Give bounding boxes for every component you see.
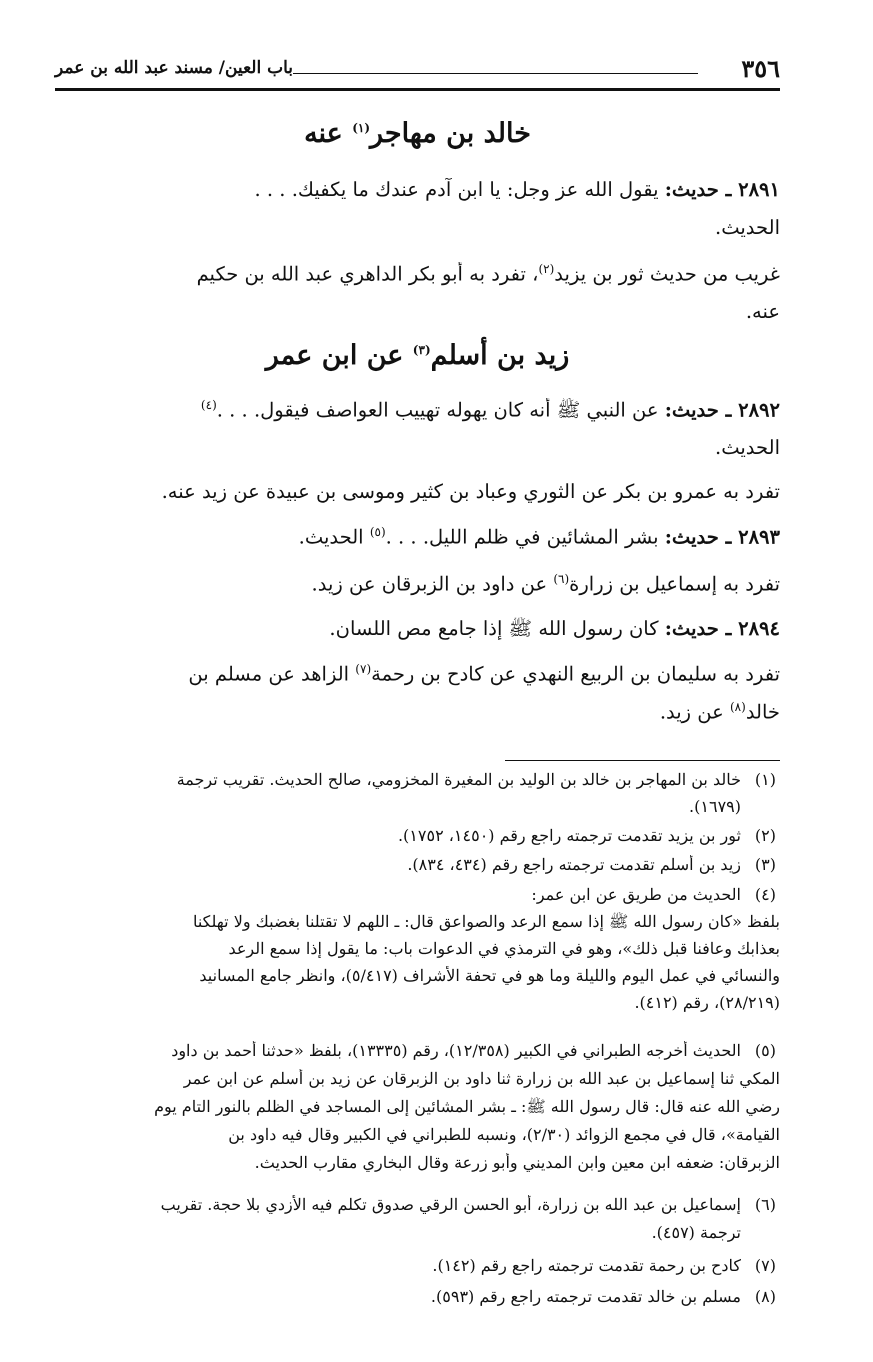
footnote-4-line: بلفظ «كان رسول الله ﷺ إذا سمع الرعد والصواعق قال: ـ اللهم لا تقتلنا بغضبك ولا تهلكنا	[192, 912, 780, 931]
header-thick-rule	[55, 88, 780, 91]
heading-tail: عن ابن عمر	[265, 340, 404, 371]
heading-name: زيد بن أسلم	[430, 340, 570, 371]
footnote-4-line: (٢٨/٢١٩)، رقم (٤١٢).	[634, 993, 780, 1012]
footnote-number: (٤)	[754, 885, 776, 904]
tafarrud-continuation	[55, 700, 780, 724]
footnote-ref: (٣)	[412, 343, 431, 357]
hadith-2894	[55, 617, 780, 645]
footnote-5-line: الحديث أخرجه الطبراني في الكبير (١٢/٣٥٨)، رقم (١٣٣٣٥)، بلفظ «حدثنا أحمد بن داود	[171, 1041, 741, 1060]
footnote-ref: (٨)	[729, 700, 746, 714]
section-heading	[55, 340, 780, 371]
footnote-5-line: القيامة»، قال في مجمع الزوائد (٢/٣٠)، ونسبه للطبراني في الكبير وقال فيه داود بن	[228, 1125, 780, 1144]
heading-tail: عنه	[304, 118, 343, 149]
note-text: عن داود بن الزبرقان عن زيد.	[311, 572, 548, 596]
gharib-note	[55, 262, 780, 286]
footnote-number: (٢)	[754, 826, 776, 845]
section-heading	[55, 118, 780, 149]
footnote-7: كادح بن رحمة تقدمت ترجمته راجع رقم (١٤٢).	[432, 1256, 741, 1275]
footnote-number: (٧)	[754, 1256, 776, 1275]
note-text: تفرد به سليمان بن الربيع النهدي عن كادح بن رحمة	[371, 662, 780, 686]
footnote-ref: (٧)	[355, 662, 372, 676]
running-title: باب العين/ مسند عبد الله بن عمر	[55, 58, 293, 78]
note-text: تفرد به إسماعيل بن زرارة	[569, 572, 780, 596]
footnote-5-line: الزبرقان: ضعفه ابن معين وابن المديني وأبو زرعة وقال البخاري مقارب الحديث.	[254, 1153, 780, 1172]
note-text: غريب من حديث ثور بن يزيد	[554, 262, 780, 286]
hadith-continuation	[55, 436, 780, 459]
footnote-ref: (١)	[352, 121, 371, 135]
footnote-6-line: إسماعيل بن عبد الله بن زرارة، أبو الحسن الرقي صدوق تكلم فيه الأزدي بلا حجة. تقريب	[160, 1195, 741, 1214]
note-text: تفرد به عمرو بن بكر عن الثوري وعباد بن كثير وموسى بن عبيدة عن زيد عنه.	[161, 480, 780, 503]
heading-name: خالد بن مهاجر	[370, 118, 531, 149]
hadith-text: يقول الله عز وجل: يا ابن آدم عندك ما يكفيك. . . .	[254, 178, 659, 201]
footnote-number: (٥)	[754, 1041, 776, 1060]
hadith-number: ٢٨٩١ ـ حديث:	[664, 178, 780, 201]
footnote-separator	[505, 760, 780, 761]
footnote-ref: (٦)	[553, 572, 570, 586]
running-header	[55, 48, 780, 88]
note-text: ، تفرد به أبو بكر الداهري عبد الله بن حكيم	[196, 262, 539, 286]
footnote-5-line: رضي الله عنه قال: قال رسول الله ﷺ: ـ بشر المشائين إلى المساجد في الظلم بالنور التام يوم	[154, 1097, 780, 1116]
hadith-text: بشر المشائين في ظلم الليل. . . .	[385, 525, 659, 549]
footnote-1-line: (١٦٧٩).	[689, 797, 741, 816]
footnote-4-line: الحديث من طريق عن ابن عمر:	[531, 885, 741, 904]
tafarrud-note	[55, 662, 780, 686]
footnote-4-line: والنسائي في عمل اليوم والليلة وما هو في تحفة الأشراف (٥/٤١٧)، وانظر جامع المسانيد	[199, 966, 780, 985]
hadith-2892	[55, 398, 780, 427]
page-number: ٣٥٦	[741, 54, 780, 83]
footnote-ref: (٤)	[200, 398, 217, 412]
footnote-5-line: المكي ثنا إسماعيل بن عبد الله بن زرارة ثنا داود بن الزبرقان عن زيد بن أسلم عن ابن عمر	[183, 1069, 780, 1088]
note-text: خالد	[745, 700, 780, 724]
footnote-number: (١)	[754, 770, 776, 789]
tafarrud-note	[55, 480, 780, 503]
continuation-text: الحديث.	[715, 216, 780, 239]
tafarrud-note	[55, 572, 780, 596]
hadith-continuation	[55, 216, 780, 239]
hadith-2891	[55, 178, 780, 201]
hadith-number: ٢٨٩٣ ـ حديث:	[664, 525, 780, 549]
footnote-3: زيد بن أسلم تقدمت ترجمته راجع رقم (٤٣٤، ٨٣٤).	[407, 855, 741, 874]
hadith-2893	[55, 525, 780, 549]
footnote-4-line: بعذابك وعافنا قبل ذلك»، وهو في الترمذي في الدعوات باب: ما يقول إذا سمع الرعد	[228, 939, 780, 958]
footnote-ref: (٢)	[538, 262, 555, 276]
footnote-6-line: ترجمة (٤٥٧).	[651, 1223, 741, 1242]
continuation-text: عنه.	[745, 300, 780, 323]
hadith-number: ٢٨٩٢ ـ حديث:	[664, 398, 780, 422]
continuation-text: الحديث.	[715, 436, 780, 459]
footnote-number: (٨)	[754, 1287, 776, 1306]
note-text: عن زيد.	[659, 700, 724, 724]
footnote-ref: (٥)	[369, 525, 386, 539]
footnote-number: (٣)	[754, 855, 776, 874]
footnote-8: مسلم بن خالد تقدمت ترجمته راجع رقم (٥٩٣).	[430, 1287, 741, 1306]
hadith-number: ٢٨٩٤ ـ حديث:	[664, 617, 780, 640]
footnote-1-line: خالد بن المهاجر بن خالد بن الوليد بن المغيرة المخزومي، صالح الحديث. تقريب ترجمة	[176, 770, 741, 789]
hadith-text: كان رسول الله ﷺ إذا جامع مص اللسان.	[329, 617, 659, 640]
header-rule	[293, 73, 698, 74]
hadith-text: عن النبي ﷺ أنه كان يهوله تهييب العواصف فيقول. . . .	[216, 398, 659, 422]
footnote-2: ثور بن يزيد تقدمت ترجمته راجع رقم (١٤٥٠، ١٧٥٢).	[397, 826, 741, 845]
hadith-tail: الحديث.	[298, 525, 364, 549]
gharib-continuation	[55, 300, 780, 323]
note-text: الزاهد عن مسلم بن	[188, 662, 350, 686]
footnote-number: (٦)	[754, 1195, 776, 1214]
